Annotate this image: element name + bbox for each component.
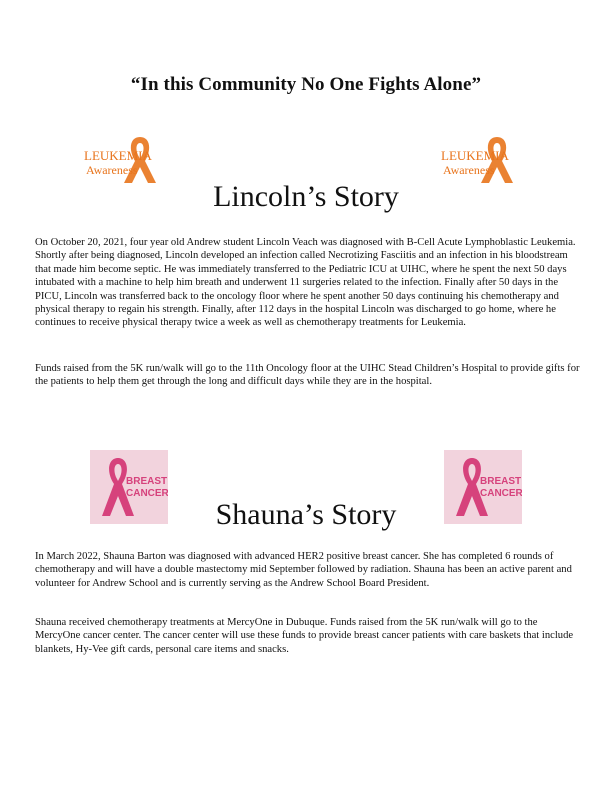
lincoln-paragraph-1: On October 20, 2021, four year old Andrew student Lincoln Veach was diagnosed with B-Cell Acute Lymphoblastic Leukemia. Shortly after being diagnosed, Lincoln developed an infection called Necrotizing Fasciitis and an infection in his bloodstream that made him become septic. He was immediately transferred to the Pediatric ICU at UIHC, where he spent the next 50 days intubated with a machine to help him breath and underwent 11 surgeries related to the infection. Finally after 50 days in the PICU, Lincoln was transferred back to the oncology floor where he spent another 50 days continuing his chemotherapy and physical therapy to regain his strength. Finally, after 112 days in the hospital Lincoln was discharged to go home, where he continues to receive physical therapy twice a week as well as chemotherapy treatments for Leukemia. (35, 237, 576, 329)
shauna-story-title: Shauna’s Story (215, 498, 397, 531)
leukemia-logo-text-1: LEUKEMIA (441, 148, 509, 163)
leukemia-awareness-logo-left (80, 133, 175, 185)
breast-logo-text-2: CANCER (480, 488, 522, 499)
lincoln-story-title: Lincoln’s Story (213, 180, 399, 213)
leukemia-logo-text-1: LEUKEMIA (84, 148, 152, 163)
page-headline: “In this Community No One Fights Alone” (130, 74, 482, 95)
breast-logo-text-1: BREAST (126, 476, 168, 487)
shauna-paragraph-1: In March 2022, Shauna Barton was diagnosed with advanced HER2 positive breast cancer. She has completed 6 rounds of chemotherapy and will have a double mastectomy mid September followed by radiation. Shauna has been an active parent and volunteer for Andrew School and is currently serving as the Andrew School Board President. (35, 551, 572, 589)
leukemia-awareness-logo-right (437, 133, 532, 185)
leukemia-logo-text-2: Awareness (86, 163, 138, 177)
lincoln-paragraph-2: Funds raised from the 5K run/walk will go to the 11th Oncology floor at the UIHC Stead Children’s Hospital to provide gifts for the patients to help them get through the long and difficult days while they are in the hospital. (35, 363, 580, 388)
breast-logo-text-1: BREAST (480, 476, 522, 487)
shauna-paragraph-2: Shauna received chemotherapy treatments at MercyOne in Dubuque. Funds raised from the 5K run/walk will go to the MercyOne cancer center. The cancer center will use these funds to provide breast cancer patients with care baskets that include blankets, Hy-Vee gift cards, personal care items and snacks. (35, 617, 574, 655)
leukemia-logo-text-2: Awareness (443, 163, 495, 177)
breast-logo-text-2: CANCER (126, 488, 168, 499)
